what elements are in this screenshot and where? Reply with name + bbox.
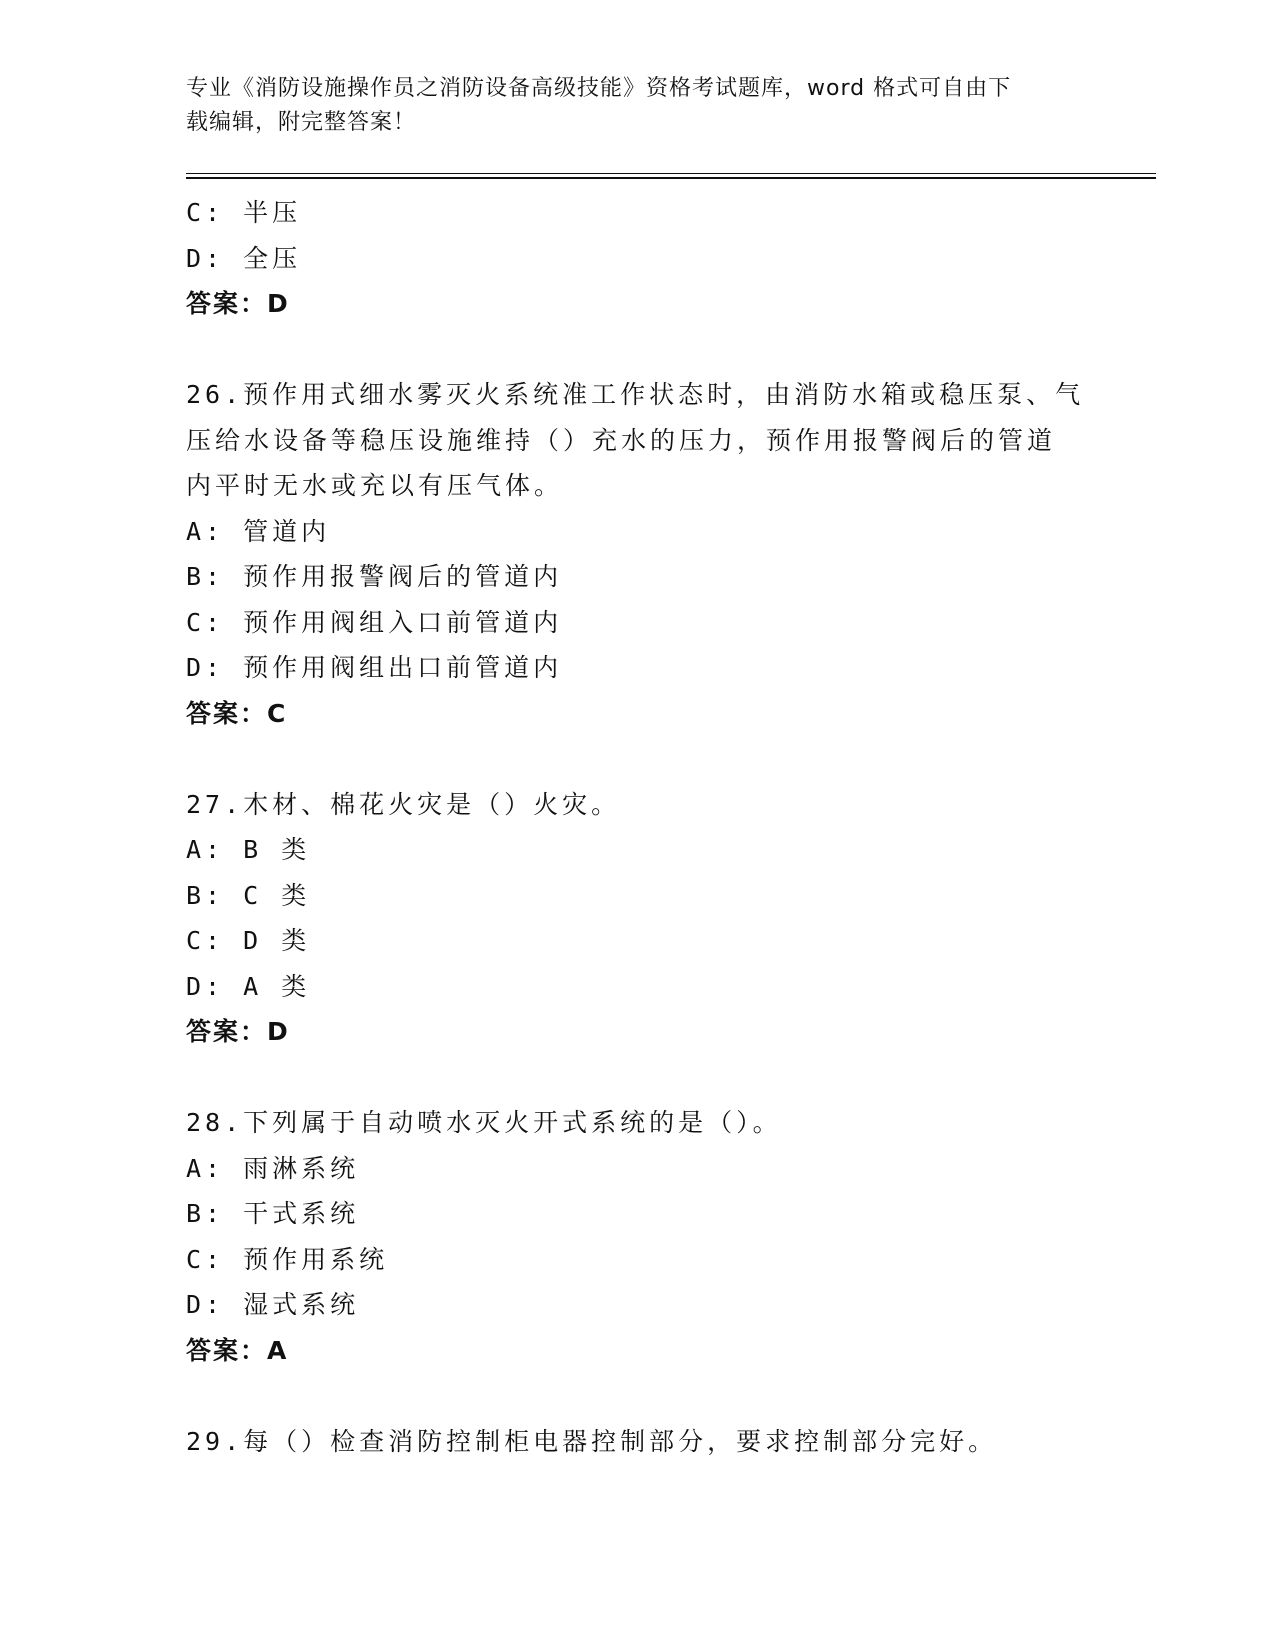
question-27-stem: 27.木材、棉花火灾是（）火灾。: [186, 789, 621, 819]
option-c: C: D 类: [186, 926, 311, 955]
option-a: A: 雨淋系统: [186, 1153, 360, 1183]
option-d: D: 全压: [186, 243, 302, 273]
option-b: B: C 类: [186, 880, 311, 910]
question-26-stem-1: 26.预作用式细水雾灭火系统准工作状态时，由消防水箱或稳压泵、气: [186, 380, 1085, 409]
option-d: D: 湿式系统: [186, 1290, 360, 1319]
question-26-stem-2: 压给水设备等稳压设施维持（）充水的压力，预作用报警阀后的管道: [186, 425, 1057, 455]
question-29-stem: 29.每（）检查消防控制柜电器控制部分，要求控制部分完好。: [186, 1426, 998, 1456]
header-divider-top: [186, 173, 1156, 174]
option-d: D: A 类: [186, 971, 311, 1001]
option-c: C: 预作用系统: [186, 1244, 389, 1274]
header-line-2: 载编辑，附完整答案！: [186, 110, 417, 135]
answer-line: 答案：D: [186, 289, 290, 318]
option-b: B: 干式系统: [186, 1199, 360, 1228]
header-line-1: 专业《消防设施操作员之消防设备高级技能》资格考试题库，word 格式可自由下: [186, 76, 1012, 101]
option-a: A: B 类: [186, 835, 311, 864]
question-28-stem: 28.下列属于自动喷水灭火开式系统的是（）。: [186, 1108, 782, 1137]
question-list: [186, 190, 1086, 1464]
option-b: B: 预作用报警阀后的管道内: [186, 562, 563, 591]
option-a: A: 管道内: [186, 516, 331, 546]
option-d: D: 预作用阀组出口前管道内: [186, 653, 563, 682]
option-c: C: 半压: [186, 198, 302, 227]
document-header: [186, 72, 1086, 140]
answer-line: 答案：A: [186, 1335, 289, 1365]
header-divider-bottom: [186, 177, 1156, 179]
option-c: C: 预作用阀组入口前管道内: [186, 607, 563, 637]
answer-line: 答案：C: [186, 698, 288, 728]
answer-line: 答案：D: [186, 1017, 290, 1046]
question-26-stem-3: 内平时无水或充以有压气体。: [186, 471, 564, 500]
